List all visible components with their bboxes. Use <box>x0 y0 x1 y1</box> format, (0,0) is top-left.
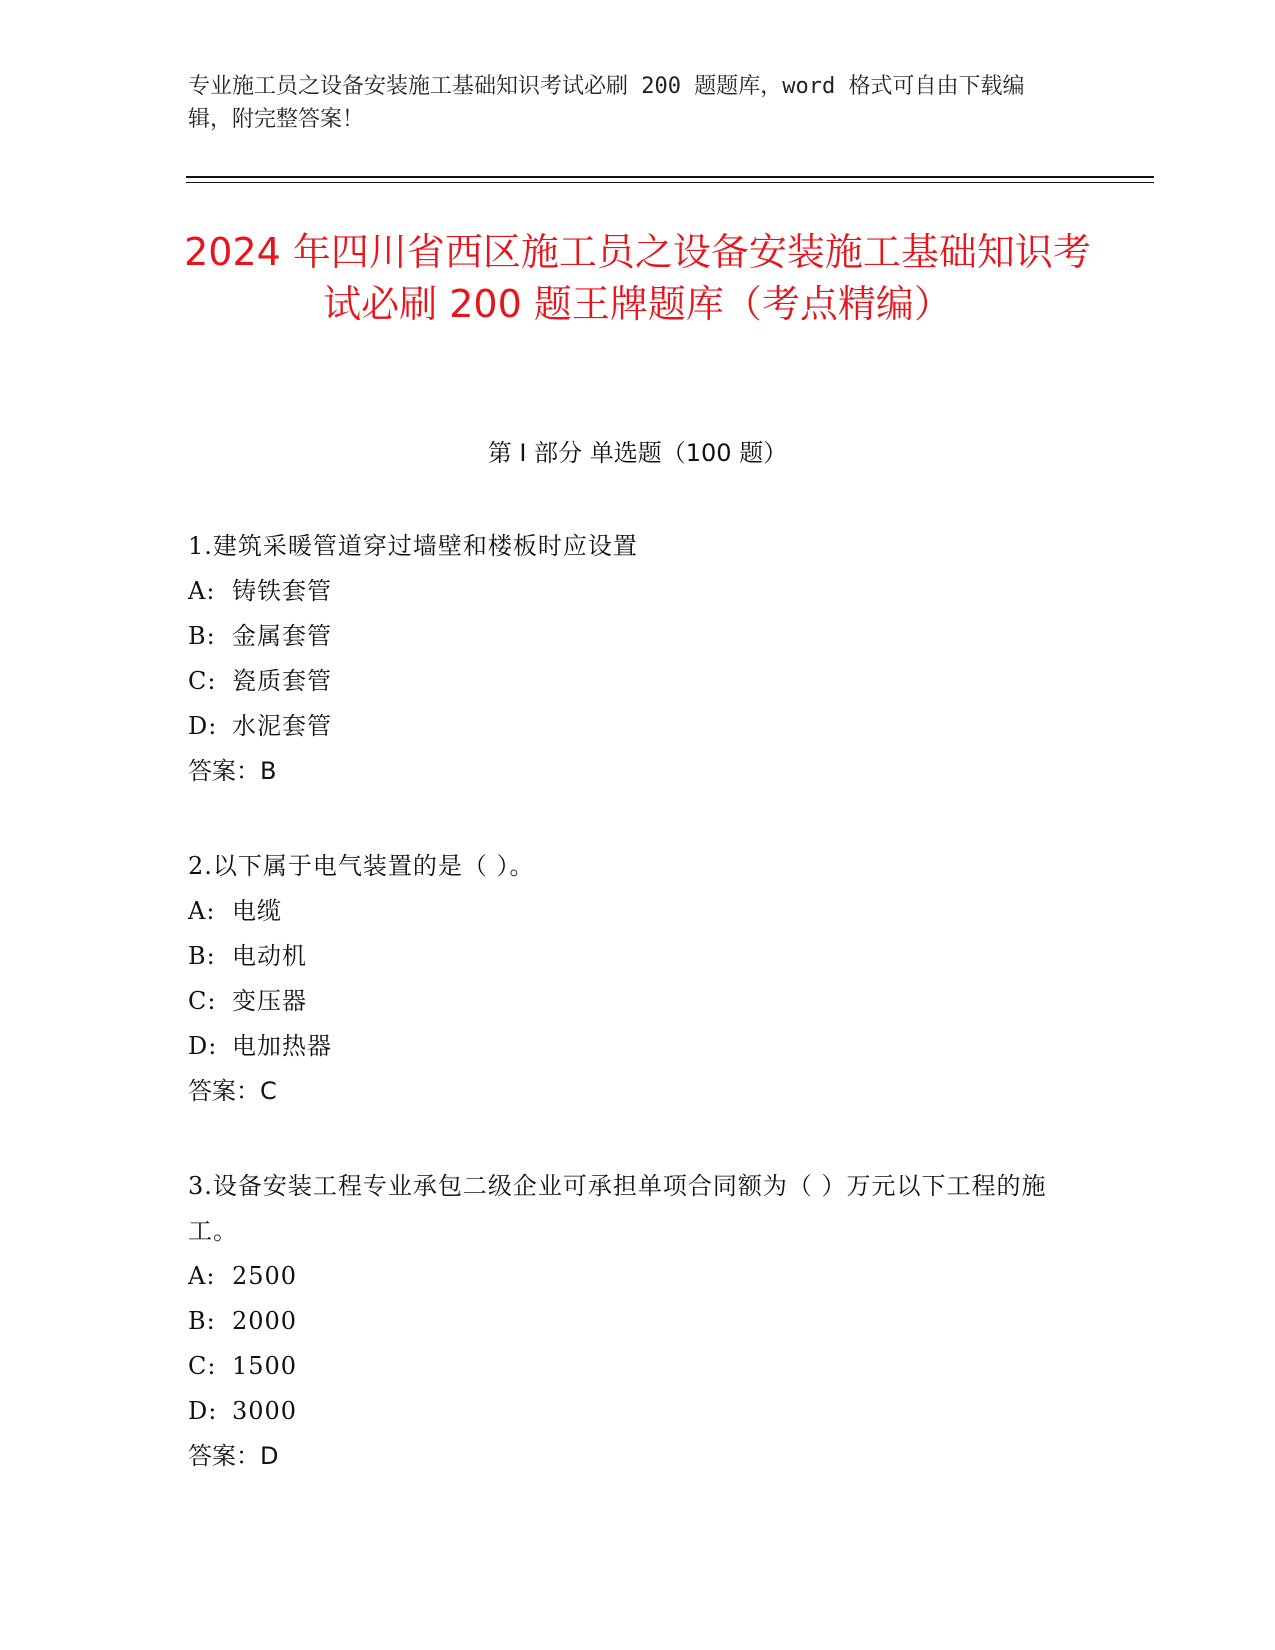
header-rule-thick <box>186 176 1154 178</box>
option-a <box>188 1254 1078 1299</box>
option-b <box>188 1299 1078 1344</box>
header-note: 专业施工员之设备安装施工基础知识考试必刷 200 题题库，word 格式可自由下载编辑，附完整答案！ <box>188 74 1025 132</box>
option-text: 电加热器 <box>232 1032 332 1060</box>
option-a <box>188 569 1078 614</box>
answer-line: 答案：C <box>188 1077 277 1105</box>
option-text: 电缆 <box>232 897 282 925</box>
option-text: 1500 <box>232 1352 298 1380</box>
section-title: 第 I 部分 单选题（100 题） <box>487 439 788 467</box>
answer-line: 答案：D <box>188 1442 279 1470</box>
option-d <box>188 1024 1078 1069</box>
option-b <box>188 614 1078 659</box>
option-c <box>188 1344 1078 1389</box>
option-key: D: <box>188 712 218 740</box>
question-3 <box>188 1164 1078 1479</box>
question-stem: 2.以下属于电气装置的是（ ）。 <box>188 852 535 880</box>
option-text: 金属套管 <box>232 622 332 650</box>
option-key: B: <box>188 942 216 970</box>
option-key: C: <box>188 1352 217 1380</box>
option-a <box>188 889 1078 934</box>
option-d <box>188 1389 1078 1434</box>
option-d <box>188 704 1078 749</box>
option-key: C: <box>188 667 217 695</box>
option-text: 变压器 <box>232 987 307 1015</box>
option-key: D: <box>188 1397 218 1425</box>
option-text: 2500 <box>232 1262 298 1290</box>
option-key: A: <box>188 897 216 925</box>
option-key: B: <box>188 1307 216 1335</box>
option-text: 铸铁套管 <box>232 577 332 605</box>
option-key: B: <box>188 622 216 650</box>
option-key: A: <box>188 1262 216 1290</box>
option-text: 3000 <box>232 1397 298 1425</box>
answer-line: 答案：B <box>188 757 277 785</box>
option-b <box>188 934 1078 979</box>
question-2 <box>188 844 1078 1114</box>
document-title: 2024 年四川省西区施工员之设备安装施工基础知识考试必刷 200 题王牌题库（考点精编） <box>184 230 1091 326</box>
option-text: 水泥套管 <box>232 712 332 740</box>
option-key: D: <box>188 1032 218 1060</box>
option-text: 2000 <box>232 1307 298 1335</box>
option-key: C: <box>188 987 217 1015</box>
header-rule-thin <box>186 182 1154 183</box>
option-text: 瓷质套管 <box>232 667 332 695</box>
question-1 <box>188 524 1078 794</box>
question-stem: 3.设备安装工程专业承包二级企业可承担单项合同额为（ ）万元以下工程的施工。 <box>188 1172 1047 1245</box>
option-c <box>188 659 1078 704</box>
option-c <box>188 979 1078 1024</box>
question-list <box>188 524 1078 1529</box>
option-text: 电动机 <box>232 942 307 970</box>
option-key: A: <box>188 577 216 605</box>
question-stem: 1.建筑采暖管道穿过墙壁和楼板时应设置 <box>188 532 638 560</box>
